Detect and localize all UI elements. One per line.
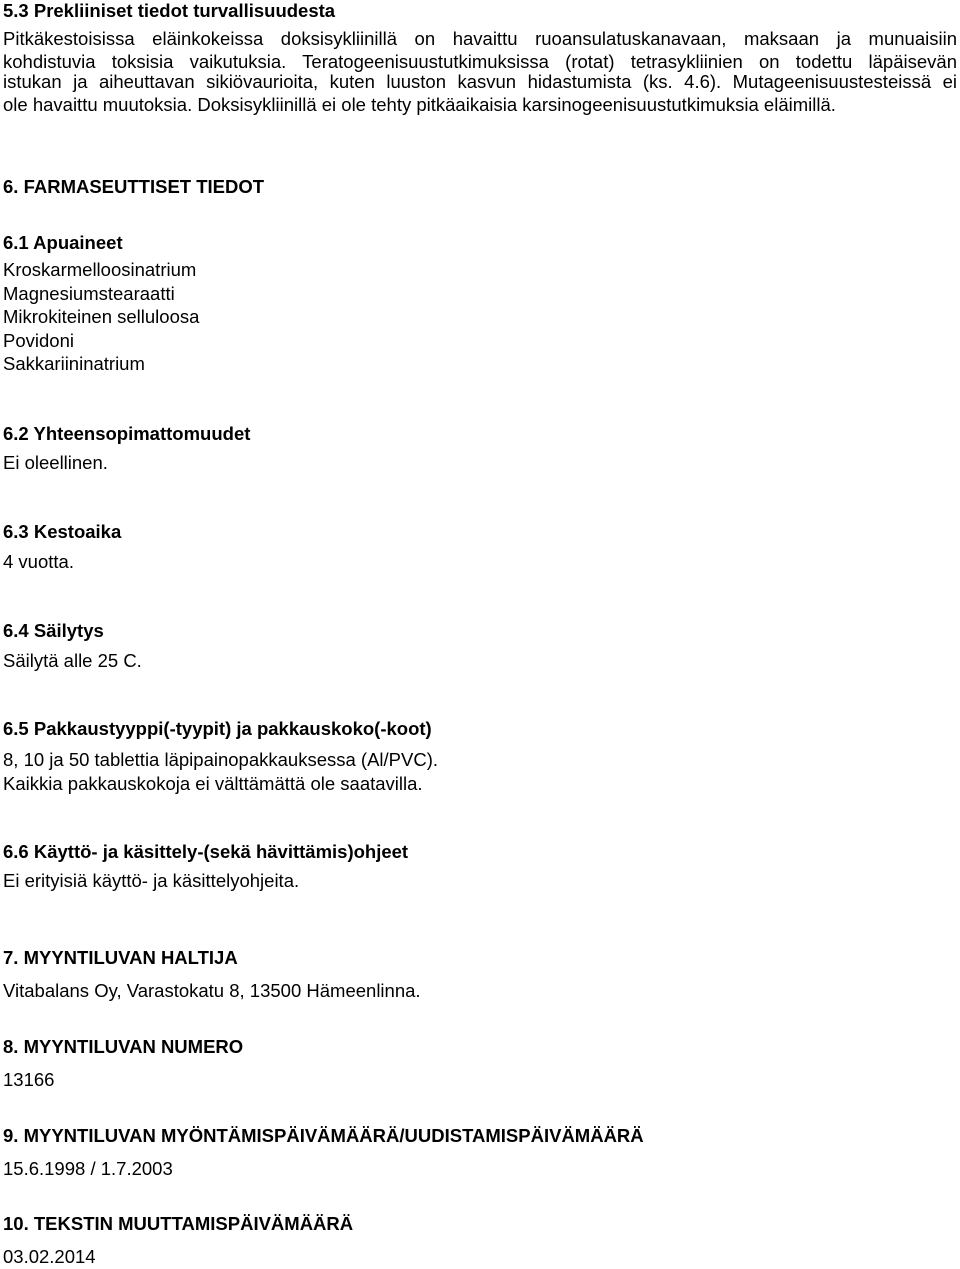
- section-5-3-body-cont: [3, 71, 957, 116]
- section-6-1: [3, 232, 199, 376]
- list-item: Sakkariininatrium: [3, 353, 145, 374]
- paragraph-line: 8, 10 ja 50 tablettia läpipainopakkauksessa (Al/PVC).: [3, 749, 439, 770]
- section-heading: 10. TEKSTIN MUUTTAMISPÄIVÄMÄÄRÄ: [3, 1213, 354, 1234]
- list-item: Magnesiumstearaatti: [3, 282, 175, 304]
- section-10: [3, 1213, 353, 1269]
- section-8: [3, 1036, 243, 1092]
- list-item: Mikrokiteinen selluloosa: [3, 306, 200, 327]
- paragraph-line: Kaikkia pakkauskokoja ei välttämättä ole saatavilla.: [3, 772, 423, 794]
- section-heading: 6.1 Apuaineet: [3, 232, 123, 253]
- section-5-3-body: [3, 28, 957, 73]
- section-body: [3, 748, 438, 795]
- section-5-3: [3, 0, 335, 22]
- section-text: 03.02.2014: [3, 1246, 96, 1267]
- section-heading: 7. MYYNTILUVAN HALTIJA: [3, 947, 238, 968]
- section-heading: 9. MYYNTILUVAN MYÖNTÄMISPÄIVÄMÄÄRÄ/UUDISTAMISPÄIVÄMÄÄRÄ: [3, 1125, 644, 1146]
- section-heading: 6.2 Yhteensopimattomuudet: [3, 423, 251, 444]
- section-text: 13166: [3, 1069, 55, 1090]
- section-6-5: [3, 718, 438, 795]
- section-9: [3, 1125, 644, 1181]
- paragraph-line: kohdistuvia toksisia vaikutuksia. Teratogeenisuustutkimuksissa (rotat) tetrasykliinien on todettu läpäisevän: [3, 50, 957, 72]
- section-text: 15.6.1998 / 1.7.2003: [3, 1158, 173, 1179]
- section-heading: 6. FARMASEUTTISET TIEDOT: [3, 176, 265, 197]
- section-heading: 6.3 Kestoaika: [3, 521, 122, 542]
- section-text: Ei erityisiä käyttö- ja käsittelyohjeita.: [3, 870, 300, 891]
- section-text: Vitabalans Oy, Varastokatu 8, 13500 Hämeenlinna.: [3, 980, 421, 1001]
- section-7: [3, 947, 421, 1003]
- section-heading: 6.5 Pakkaustyyppi(-tyypit) ja pakkauskoko(-koot): [3, 718, 432, 739]
- paragraph-line: ole havaittu muutoksia. Doksisykliinillä ei ole tehty pitkäaikaisia karsinogeenisuustutkimuksia eläimillä.: [3, 93, 836, 115]
- list-item: Povidoni: [3, 329, 74, 351]
- section-text: 4 vuotta.: [3, 551, 74, 572]
- section-text: Säilytä alle 25 C.: [3, 650, 142, 671]
- section-heading: 8. MYYNTILUVAN NUMERO: [3, 1036, 244, 1057]
- section-heading: 5.3 Prekliiniset tiedot turvallisuudesta: [3, 0, 336, 21]
- excipient-list: [3, 258, 199, 376]
- section-heading: 6.4 Säilytys: [3, 620, 104, 641]
- paragraph-line: Pitkäkestoisissa eläinkokeissa doksisykliinillä on havaittu ruoansulatuskanavaan, maksaan ja munuaisiin: [3, 28, 957, 49]
- list-item: Kroskarmelloosinatrium: [3, 259, 197, 280]
- section-6-2: [3, 423, 250, 475]
- section-heading: 6.6 Käyttö- ja käsittely-(sekä hävittämis)ohjeet: [3, 841, 409, 862]
- section-6: [3, 176, 264, 198]
- section-6-3: [3, 521, 121, 574]
- section-6-4: [3, 620, 142, 673]
- section-6-6: [3, 841, 408, 893]
- section-text: Ei oleellinen.: [3, 452, 108, 473]
- paragraph-line: istukan ja aiheuttavan sikiövaurioita, kuten luuston kasvun hidastumista (ks. 4.6). Mutageenisuustesteissä ei: [3, 71, 957, 92]
